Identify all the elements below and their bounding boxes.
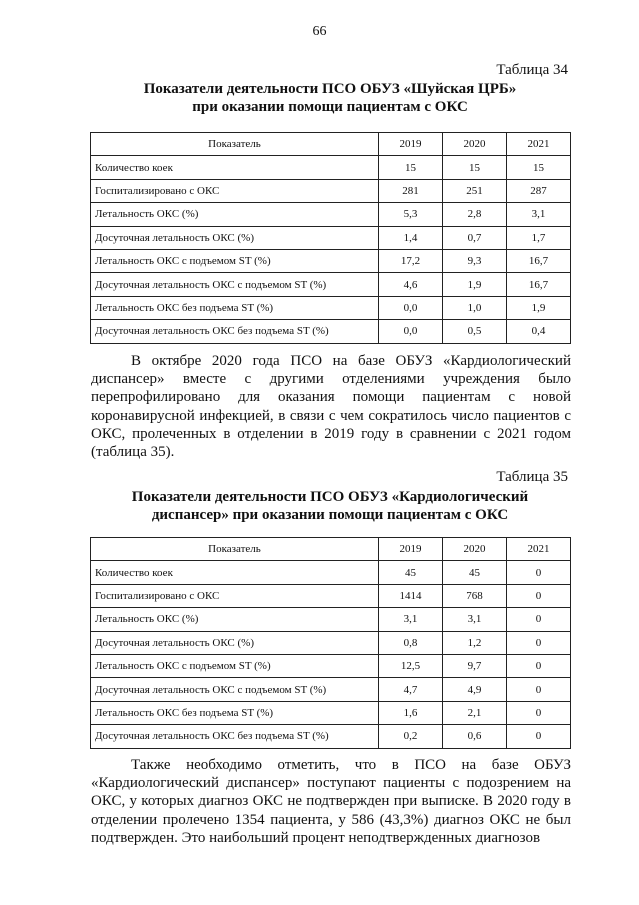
table-row <box>91 701 571 724</box>
row-label-cell: Госпитализировано с ОКС <box>91 584 379 607</box>
header-2019: 2019 <box>379 538 443 561</box>
table-row <box>91 678 571 701</box>
table-row <box>91 156 571 179</box>
value-cell: 1,4 <box>379 226 443 249</box>
table-row <box>91 725 571 748</box>
value-cell: 0,0 <box>379 320 443 343</box>
table-row <box>91 296 571 319</box>
value-cell: 281 <box>379 179 443 202</box>
table-row <box>91 273 571 296</box>
header-2019: 2019 <box>379 133 443 156</box>
table-34-title-line1: Показатели деятельности ПСО ОБУЗ «Шуйская ЦРБ» <box>143 81 517 97</box>
value-cell: 3,1 <box>379 608 443 631</box>
value-cell: 1,7 <box>507 226 571 249</box>
table-row <box>91 584 571 607</box>
value-cell: 0 <box>507 701 571 724</box>
value-cell: 0 <box>507 725 571 748</box>
row-label-cell: Досуточная летальность ОКС (%) <box>91 631 379 654</box>
table-header-row <box>91 538 571 561</box>
header-2020: 2020 <box>443 538 507 561</box>
value-cell: 1,9 <box>507 296 571 319</box>
table-row <box>91 631 571 654</box>
value-cell: 5,3 <box>379 203 443 226</box>
value-cell: 17,2 <box>379 249 443 272</box>
value-cell: 251 <box>443 179 507 202</box>
value-cell: 0,7 <box>443 226 507 249</box>
value-cell: 1,9 <box>443 273 507 296</box>
table-row <box>91 608 571 631</box>
table-row <box>91 203 571 226</box>
paragraph-2 <box>91 756 571 847</box>
value-cell: 12,5 <box>379 654 443 677</box>
table-35-title-line1: Показатели деятельности ПСО ОБУЗ «Кардиологический <box>131 489 529 505</box>
row-label-cell: Госпитализировано с ОКС <box>91 179 379 202</box>
table-34-title <box>90 80 570 116</box>
row-label-cell: Досуточная летальность ОКС с подъемом ST (%) <box>91 678 379 701</box>
row-label-cell: Количество коек <box>91 156 379 179</box>
row-label-cell: Летальность ОКС с подъемом ST (%) <box>91 654 379 677</box>
table-35-body <box>91 561 571 748</box>
value-cell: 15 <box>507 156 571 179</box>
value-cell: 1414 <box>379 584 443 607</box>
value-cell: 287 <box>507 179 571 202</box>
value-cell: 768 <box>443 584 507 607</box>
value-cell: 1,2 <box>443 631 507 654</box>
header-2020: 2020 <box>443 133 507 156</box>
table-35 <box>90 537 571 749</box>
value-cell: 16,7 <box>507 249 571 272</box>
value-cell: 4,9 <box>443 678 507 701</box>
table-row <box>91 320 571 343</box>
value-cell: 2,1 <box>443 701 507 724</box>
row-label-cell: Досуточная летальность ОКС без подъема ST (%) <box>91 320 379 343</box>
table-35-title-line2: диспансер» при оказании помощи пациентам с ОКС <box>151 507 509 523</box>
page-number: 66 <box>312 24 327 39</box>
table-row <box>91 249 571 272</box>
row-label-cell: Летальность ОКС с подъемом ST (%) <box>91 249 379 272</box>
header-indicator: Показатель <box>91 133 379 156</box>
value-cell: 0,0 <box>379 296 443 319</box>
table-row <box>91 179 571 202</box>
value-cell: 16,7 <box>507 273 571 296</box>
value-cell: 1,0 <box>443 296 507 319</box>
paragraph-2-text: Также необходимо отметить, что в ПСО на базе ОБУЗ «Кардиологический диспансер» поступают пациенты с подозрением на ОКС, у которых диагноз ОКС не подтвержден при выписке. В 2020 году в отделении пролечено 1354 пациента, у 586 (43,3%) диагноз ОКС не был подтвержден. Это наибольший процент неподтвержденных диагнозов <box>91 757 571 846</box>
value-cell: 9,3 <box>443 249 507 272</box>
row-label-cell: Летальность ОКС (%) <box>91 203 379 226</box>
table-header-row <box>91 133 571 156</box>
row-label-cell: Летальность ОКС (%) <box>91 608 379 631</box>
value-cell: 3,1 <box>507 203 571 226</box>
value-cell: 45 <box>379 561 443 584</box>
table-row <box>91 561 571 584</box>
paragraph-1 <box>91 352 571 461</box>
table-row <box>91 654 571 677</box>
value-cell: 45 <box>443 561 507 584</box>
value-cell: 0 <box>507 608 571 631</box>
header-2021: 2021 <box>507 538 571 561</box>
value-cell: 0,5 <box>443 320 507 343</box>
row-label-cell: Летальность ОКС без подъема ST (%) <box>91 296 379 319</box>
table-34-title-line2: при оказании помощи пациентам с ОКС <box>192 99 468 115</box>
value-cell: 4,6 <box>379 273 443 296</box>
value-cell: 0 <box>507 584 571 607</box>
paragraph-1-text: В октябре 2020 года ПСО на базе ОБУЗ «Кардиологический диспансер» вместе с другими отделениями учреждения было перепрофилировано для оказания помощи пациентам с новой коронавирусной инфекцией, в связи с чем сократилось число пациентов с ОКС, пролеченных в отделении в 2019 году в сравнении с 2021 годом (таблица 35). <box>91 353 571 461</box>
table-34-body <box>91 156 571 343</box>
table-row <box>91 226 571 249</box>
header-indicator: Показатель <box>91 538 379 561</box>
value-cell: 0,2 <box>379 725 443 748</box>
value-cell: 15 <box>379 156 443 179</box>
table-34-label: Таблица 34 <box>496 62 568 78</box>
table-35-title <box>90 488 570 524</box>
value-cell: 3,1 <box>443 608 507 631</box>
value-cell: 0,6 <box>443 725 507 748</box>
value-cell: 0 <box>507 654 571 677</box>
value-cell: 0 <box>507 631 571 654</box>
header-2021: 2021 <box>507 133 571 156</box>
value-cell: 0,4 <box>507 320 571 343</box>
value-cell: 0 <box>507 561 571 584</box>
value-cell: 2,8 <box>443 203 507 226</box>
row-label-cell: Количество коек <box>91 561 379 584</box>
value-cell: 15 <box>443 156 507 179</box>
row-label-cell: Досуточная летальность ОКС с подъемом ST (%) <box>91 273 379 296</box>
row-label-cell: Летальность ОКС без подъема ST (%) <box>91 701 379 724</box>
value-cell: 4,7 <box>379 678 443 701</box>
table-35-label: Таблица 35 <box>496 469 568 485</box>
value-cell: 0 <box>507 678 571 701</box>
value-cell: 0,8 <box>379 631 443 654</box>
row-label-cell: Досуточная летальность ОКС без подъема ST (%) <box>91 725 379 748</box>
row-label-cell: Досуточная летальность ОКС (%) <box>91 226 379 249</box>
value-cell: 9,7 <box>443 654 507 677</box>
value-cell: 1,6 <box>379 701 443 724</box>
table-34 <box>90 132 571 344</box>
